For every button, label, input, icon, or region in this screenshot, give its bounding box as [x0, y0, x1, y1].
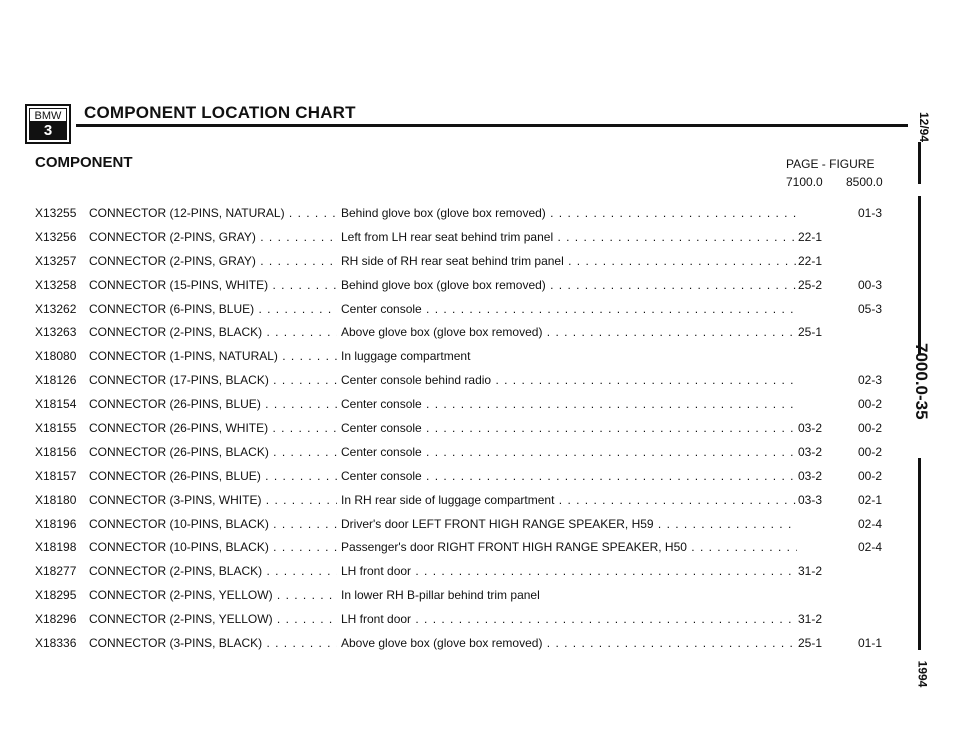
- component-code: X18155: [35, 421, 77, 436]
- component-description: CONNECTOR (2-PINS, BLACK) . . .: [89, 325, 337, 339]
- table-row: [0, 588, 905, 612]
- component-location: Left from LH rear seat behind trim panel . . .: [341, 230, 797, 244]
- table-row: [0, 564, 905, 588]
- component-code: X18126: [35, 373, 77, 388]
- page-title: COMPONENT LOCATION CHART: [84, 103, 356, 122]
- component-description: CONNECTOR (3-PINS, BLACK) . . .: [89, 636, 337, 650]
- component-code: X18157: [35, 468, 77, 483]
- component-location: Driver's door LEFT FRONT HIGH RANGE SPEAKER, H59 . . .: [341, 517, 797, 531]
- bmw-3-series-logo: [25, 104, 71, 144]
- margin-rule-upper: [918, 196, 921, 354]
- component-location: Behind glove box (glove box removed) . . .: [341, 206, 797, 220]
- figure-ref: 01-1: [858, 636, 883, 651]
- page-ref: 03-2: [798, 444, 823, 459]
- table-row: [0, 206, 905, 230]
- margin-date: 12/94: [917, 111, 932, 143]
- logo-series: 3: [29, 122, 67, 140]
- table-row: [0, 373, 905, 397]
- component-table: [0, 206, 905, 660]
- component-location: Center console . . .: [341, 421, 797, 435]
- table-row: [0, 493, 905, 517]
- figure-book-heading: 8500.0: [846, 175, 883, 189]
- component-description: CONNECTOR (2-PINS, GRAY) . . .: [89, 254, 337, 268]
- component-description: CONNECTOR (26-PINS, WHITE) . . .: [89, 421, 337, 435]
- page-book-heading: 7100.0: [786, 175, 823, 189]
- component-code: X13262: [35, 301, 77, 316]
- figure-ref: 00-3: [858, 277, 883, 292]
- figure-ref: 02-1: [858, 492, 883, 507]
- page-ref: 03-2: [798, 421, 823, 436]
- component-description: CONNECTOR (2-PINS, BLACK) . . .: [89, 564, 337, 578]
- table-row: [0, 325, 905, 349]
- component-description: CONNECTOR (10-PINS, BLACK) . . .: [89, 517, 337, 531]
- table-row: [0, 278, 905, 302]
- component-description: CONNECTOR (26-PINS, BLACK) . . .: [89, 445, 337, 459]
- table-row: [0, 254, 905, 278]
- component-code: X18295: [35, 588, 77, 603]
- component-heading: COMPONENT: [35, 154, 133, 171]
- component-code: X18198: [35, 540, 77, 555]
- page-ref: 03-3: [798, 492, 823, 507]
- table-row: [0, 230, 905, 254]
- table-row: [0, 540, 905, 564]
- figure-ref: 02-3: [858, 373, 883, 388]
- component-description: CONNECTOR (26-PINS, BLUE) . . .: [89, 469, 337, 483]
- component-location: LH front door . . .: [341, 612, 797, 626]
- page-ref: 31-2: [798, 612, 823, 627]
- component-location: Passenger's door RIGHT FRONT HIGH RANGE SPEAKER, H50 . . .: [341, 540, 797, 554]
- component-location: Behind glove box (glove box removed) . . .: [341, 278, 797, 292]
- page-ref: 25-1: [798, 636, 823, 651]
- component-code: X18277: [35, 564, 77, 579]
- figure-ref: 00-2: [858, 421, 883, 436]
- component-code: X18196: [35, 516, 77, 531]
- component-code: X18180: [35, 492, 77, 507]
- component-description: CONNECTOR (2-PINS, YELLOW) . . .: [89, 612, 337, 626]
- margin-rule-top: [918, 142, 921, 184]
- margin-rule-lower: [918, 458, 921, 650]
- component-code: X13257: [35, 253, 77, 268]
- margin-year: 1994: [915, 660, 930, 688]
- component-location: Above glove box (glove box removed) . . .: [341, 636, 797, 650]
- component-description: CONNECTOR (15-PINS, WHITE) . . .: [89, 278, 337, 292]
- table-row: [0, 397, 905, 421]
- component-description: CONNECTOR (3-PINS, WHITE) . . .: [89, 493, 337, 507]
- table-row: [0, 445, 905, 469]
- component-description: CONNECTOR (6-PINS, BLUE) . . .: [89, 302, 337, 316]
- page-ref: 31-2: [798, 564, 823, 579]
- title-rule: [76, 124, 908, 127]
- component-description: CONNECTOR (12-PINS, NATURAL) . . .: [89, 206, 337, 220]
- component-code: X18336: [35, 636, 77, 651]
- component-code: X18080: [35, 349, 77, 364]
- page-ref: 22-1: [798, 253, 823, 268]
- table-row: [0, 517, 905, 541]
- figure-ref: 00-2: [858, 444, 883, 459]
- margin-page-number: 7000.0-35: [912, 343, 931, 420]
- component-location: In lower RH B-pillar behind trim panel: [341, 588, 540, 603]
- component-location: Center console . . .: [341, 445, 797, 459]
- page-figure-heading: PAGE - FIGURE: [786, 157, 875, 171]
- table-row: [0, 349, 905, 373]
- component-code: X18296: [35, 612, 77, 627]
- page-ref: 03-2: [798, 468, 823, 483]
- figure-ref: 05-3: [858, 301, 883, 316]
- component-location: Center console . . .: [341, 302, 797, 316]
- component-location: Above glove box (glove box removed) . . .: [341, 325, 797, 339]
- component-location: In RH rear side of luggage compartment . . .: [341, 493, 797, 507]
- table-row: [0, 421, 905, 445]
- component-description: CONNECTOR (2-PINS, GRAY) . . .: [89, 230, 337, 244]
- figure-ref: 00-2: [858, 468, 883, 483]
- figure-ref: 02-4: [858, 540, 883, 555]
- component-code: X18156: [35, 444, 77, 459]
- table-row: [0, 612, 905, 636]
- page-ref: 25-1: [798, 325, 823, 340]
- figure-ref: 02-4: [858, 516, 883, 531]
- component-location: Center console behind radio . . .: [341, 373, 797, 387]
- component-description: CONNECTOR (2-PINS, YELLOW) . . .: [89, 588, 337, 602]
- figure-ref: 01-3: [858, 206, 883, 220]
- table-row: [0, 469, 905, 493]
- logo-brand: BMW: [29, 108, 67, 122]
- component-code: X13258: [35, 277, 77, 292]
- component-description: CONNECTOR (26-PINS, BLUE) . . .: [89, 397, 337, 411]
- component-code: X13263: [35, 325, 77, 340]
- component-code: X13256: [35, 229, 77, 244]
- component-code: X18154: [35, 397, 77, 412]
- component-location: Center console . . .: [341, 397, 797, 411]
- component-location: Center console . . .: [341, 469, 797, 483]
- component-location: RH side of RH rear seat behind trim panel . . .: [341, 254, 797, 268]
- table-row: [0, 302, 905, 326]
- page-ref: 25-2: [798, 277, 823, 292]
- component-description: CONNECTOR (17-PINS, BLACK) . . .: [89, 373, 337, 387]
- table-row: [0, 636, 905, 660]
- component-description: CONNECTOR (10-PINS, BLACK) . . .: [89, 540, 337, 554]
- figure-ref: 00-2: [858, 397, 883, 412]
- component-location: In luggage compartment: [341, 349, 471, 364]
- component-description: CONNECTOR (1-PINS, NATURAL) . . .: [89, 349, 337, 363]
- component-location: LH front door . . .: [341, 564, 797, 578]
- component-code: X13255: [35, 206, 77, 220]
- page-ref: 22-1: [798, 229, 823, 244]
